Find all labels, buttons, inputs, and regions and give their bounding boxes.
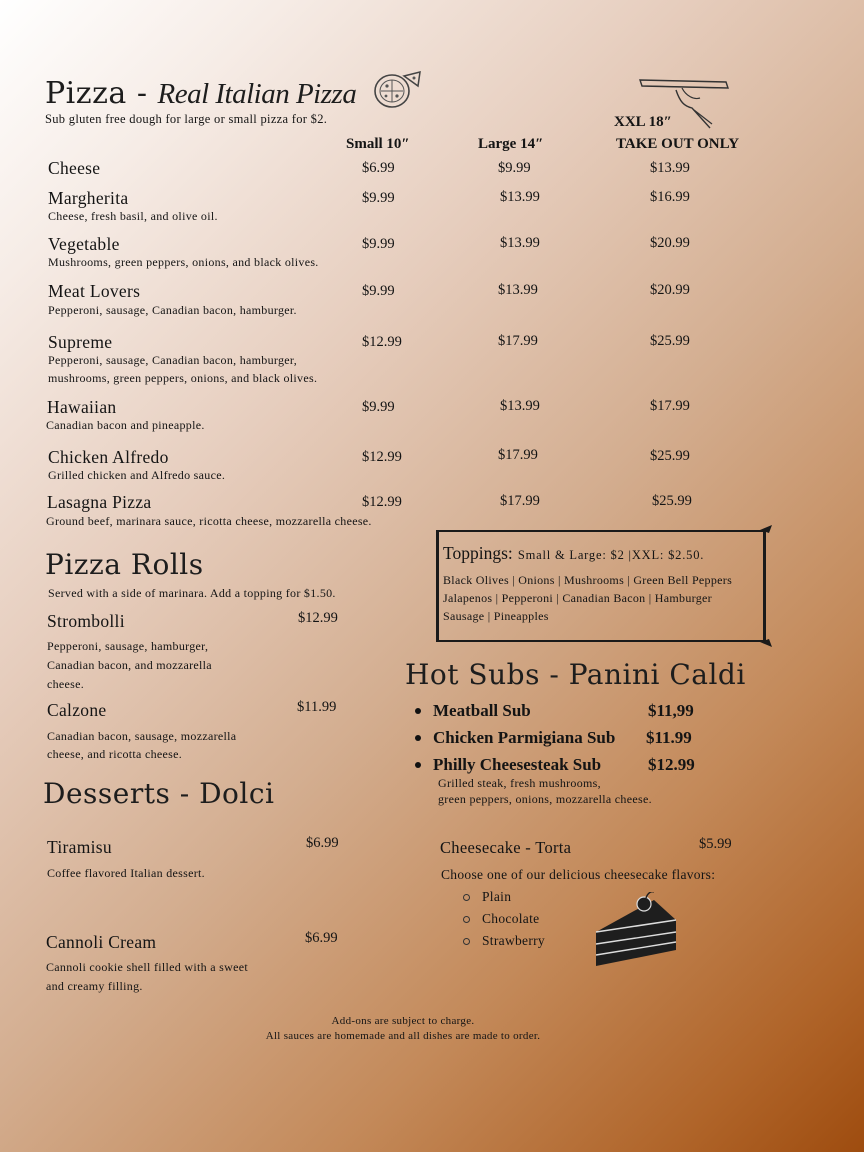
- menu-item-desc: Cannoli cookie shell filled with a sweet: [46, 960, 248, 974]
- footer-line-1: Add-ons are subject to charge.: [331, 1015, 475, 1027]
- cake-slice-icon: [594, 892, 678, 968]
- menu-item-name: Chicken Alfredo: [48, 447, 169, 467]
- col-header-takeout: TAKE OUT ONLY: [616, 136, 740, 152]
- price-small: $12.99: [362, 334, 402, 350]
- price-xxl: $13.99: [650, 160, 690, 176]
- price-large: $17.99: [498, 447, 538, 463]
- bullet-icon: [415, 762, 421, 768]
- price-large: $9.99: [498, 160, 531, 176]
- price-small: $9.99: [362, 236, 395, 252]
- menu-item-desc: and creamy filling.: [46, 979, 143, 993]
- menu-item-desc: cheese, and ricotta cheese.: [47, 747, 183, 761]
- menu-item-desc: Grilled chicken and Alfredo sauce.: [48, 468, 226, 482]
- menu-item-name: Meat Lovers: [48, 281, 141, 301]
- col-header-small: Small 10″: [346, 136, 410, 152]
- pizza-icon: [372, 66, 424, 110]
- cheesecake-intro: Choose one of our delicious cheesecake flavors:: [441, 867, 716, 882]
- price-small: $9.99: [362, 283, 395, 299]
- price-xxl: $17.99: [650, 398, 690, 414]
- price-xxl: $25.99: [650, 333, 690, 349]
- menu-item-name: Calzone: [47, 700, 107, 720]
- price-xxl: $25.99: [650, 448, 690, 464]
- bullet-icon: [415, 708, 421, 714]
- price: $12.99: [298, 610, 338, 626]
- price: $11.99: [297, 699, 337, 715]
- sub-item-price: $12.99: [648, 755, 695, 774]
- price-large: $13.99: [498, 282, 538, 298]
- menu-item-name: Cheesecake - Torta: [440, 838, 572, 857]
- price: $5.99: [699, 836, 732, 852]
- desserts-title: Desserts - Dolci: [43, 777, 275, 810]
- price-small: $9.99: [362, 399, 395, 415]
- toppings-box-corner-top: [760, 525, 772, 535]
- menu-item-desc: Canadian bacon, sausage, mozzarella: [47, 729, 237, 743]
- sub-item-name: Chicken Parmigiana Sub: [433, 728, 616, 747]
- toppings-line-3: Sausage | Pineapples: [443, 609, 549, 623]
- price: $6.99: [306, 835, 339, 851]
- pizza-rolls-note: Served with a side of marinara. Add a topping for $1.50.: [48, 586, 336, 600]
- pizza-title-italic: Real Italian Pizza: [157, 78, 357, 110]
- menu-item-desc: Canadian bacon and pineapple.: [46, 418, 205, 432]
- toppings-heading: [443, 543, 704, 564]
- price-small: $6.99: [362, 160, 395, 176]
- menu-item-desc: Pepperoni, sausage, Canadian bacon, hamburger.: [48, 303, 297, 317]
- bullet-ring-icon: [463, 916, 470, 923]
- menu-item-name: Strombolli: [47, 611, 125, 631]
- pizza-rolls-title: Pizza Rolls: [45, 548, 204, 581]
- price-xxl: $25.99: [652, 493, 692, 509]
- price-large: $13.99: [500, 189, 540, 205]
- menu-item-name: Cannoli Cream: [46, 932, 157, 952]
- price-xxl: $16.99: [650, 189, 690, 205]
- toppings-line-1: Black Olives | Onions | Mushrooms | Green Bell Peppers: [443, 573, 733, 587]
- bullet-icon: [415, 735, 421, 741]
- flavor-item: Chocolate: [482, 911, 540, 926]
- menu-item-desc-line2: mushrooms, green peppers, onions, and black olives.: [48, 371, 318, 385]
- hot-subs-title: Hot Subs - Panini Caldi: [405, 658, 746, 691]
- flavor-item: Strawberry: [482, 933, 545, 948]
- pizza-section-title: [45, 76, 356, 111]
- price-small: $12.99: [362, 494, 402, 510]
- pizza-title-main: Pizza -: [45, 76, 158, 111]
- price-small: $9.99: [362, 190, 395, 206]
- sub-item-desc: Grilled steak, fresh mushrooms,: [438, 776, 601, 790]
- menu-item-name: Lasagna Pizza: [47, 492, 152, 512]
- menu-item-name: Hawaiian: [47, 397, 117, 417]
- sub-item-name: Meatball Sub: [433, 701, 531, 720]
- toppings-line-2: Jalapenos | Pepperoni | Canadian Bacon | Hamburger: [443, 591, 712, 605]
- menu-item-name: Supreme: [48, 332, 113, 352]
- price-xxl: $20.99: [650, 235, 690, 251]
- sub-item-desc: green peppers, onions, mozzarella cheese.: [438, 792, 652, 806]
- price-small: $12.99: [362, 449, 402, 465]
- price: $6.99: [305, 930, 338, 946]
- menu-item-desc: cheese.: [47, 677, 85, 691]
- menu-item-desc: Mushrooms, green peppers, onions, and black olives.: [48, 255, 319, 269]
- menu-item-desc: Ground beef, marinara sauce, ricotta cheese, mozzarella cheese.: [46, 514, 372, 528]
- menu-item-name: Margherita: [48, 188, 129, 208]
- gluten-free-note: Sub gluten free dough for large or small pizza for $2.: [45, 112, 328, 126]
- menu-item-desc: Pepperoni, sausage, hamburger,: [47, 639, 209, 653]
- menu-item-desc: Cheese, fresh basil, and olive oil.: [48, 209, 218, 223]
- menu-item-name: Tiramisu: [47, 837, 112, 857]
- sub-item-price: $11.99: [646, 728, 692, 747]
- footer-line-2: All sauces are homemade and all dishes are made to order.: [265, 1030, 541, 1042]
- menu-item-name: Cheese: [48, 158, 101, 178]
- price-large: $13.99: [500, 398, 540, 414]
- sub-item-name: Philly Cheesesteak Sub: [433, 755, 602, 774]
- menu-item-name: Vegetable: [48, 234, 120, 254]
- toppings-label: Toppings:: [443, 543, 513, 563]
- bullet-ring-icon: [463, 894, 470, 901]
- price-large: $17.99: [500, 493, 540, 509]
- flavor-item: Plain: [482, 889, 512, 904]
- sub-item-price: $11,99: [648, 701, 694, 720]
- menu-item-desc: Coffee flavored Italian dessert.: [47, 866, 205, 880]
- price-xxl: $20.99: [650, 282, 690, 298]
- price-large: $17.99: [498, 333, 538, 349]
- menu-item-desc: Canadian bacon, and mozzarella: [47, 658, 212, 672]
- toppings-box-corner-bottom: [760, 637, 772, 647]
- col-header-xxl: XXL 18″: [614, 114, 672, 130]
- price-large: $13.99: [500, 235, 540, 251]
- bullet-ring-icon: [463, 938, 470, 945]
- menu-item-desc: Pepperoni, sausage, Canadian bacon, hamburger,: [48, 353, 298, 367]
- toppings-price-note: Small & Large: $2 |XXL: $2.50.: [517, 548, 705, 562]
- col-header-large: Large 14″: [478, 136, 544, 152]
